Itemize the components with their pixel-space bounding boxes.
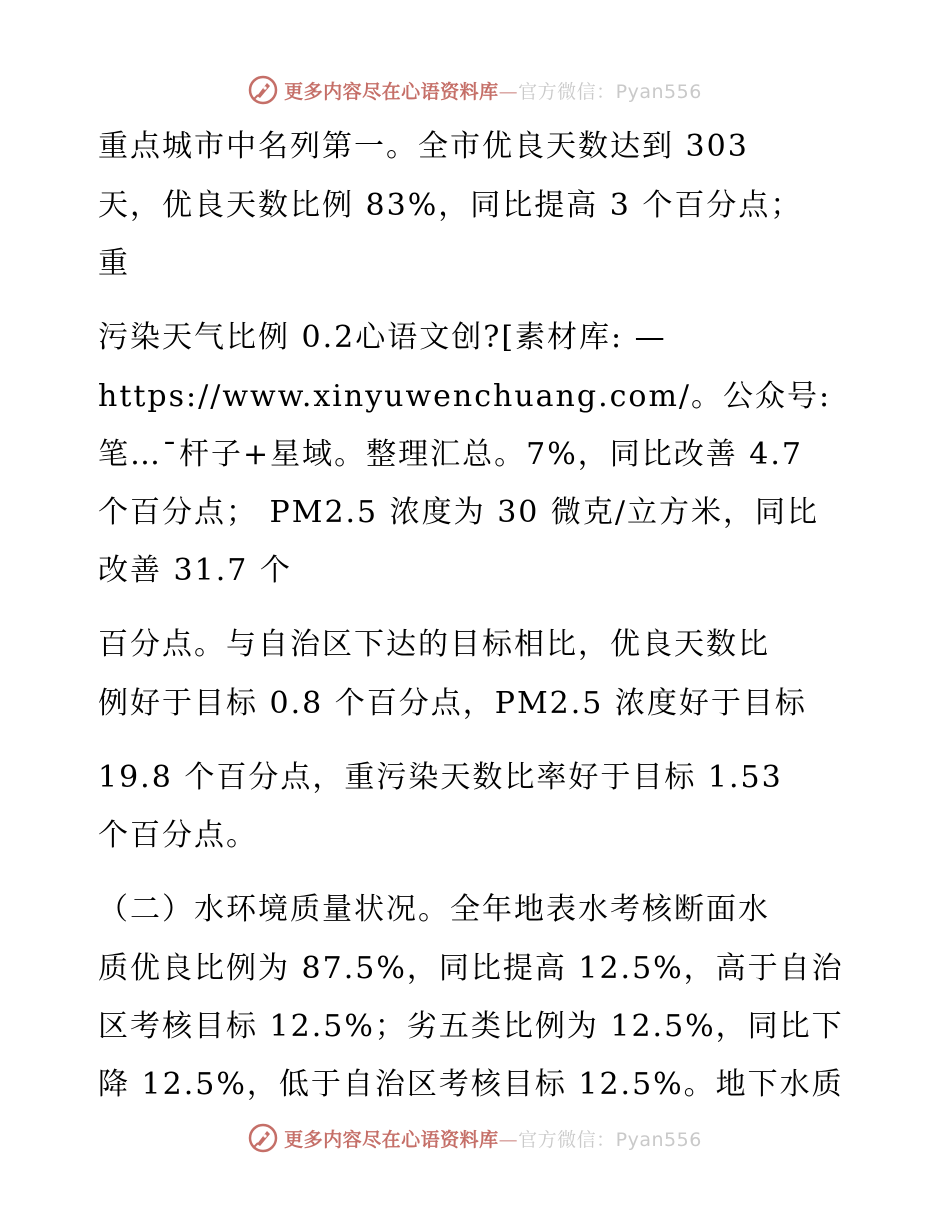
body-line: 改善 31.7 个 — [98, 553, 292, 588]
body-line: 19.8 个百分点，重污染天数比率好于目标 1.53 — [98, 760, 783, 795]
body-line: 重点城市中名列第一。全市优良天数达到 303 — [98, 129, 749, 164]
banner-text: 更多内容尽在心语资料库—官方微信：Pyan556 — [284, 80, 702, 103]
body-line: （二）水环境质量状况。全年地表水考核断面水 — [98, 892, 770, 927]
banner-text: 更多内容尽在心语资料库—官方微信：Pyan556 — [284, 1128, 702, 1151]
body-line: 个百分点。 — [98, 818, 258, 853]
pen-nib-logo-icon — [248, 1123, 278, 1153]
footer-banner — [0, 1118, 950, 1158]
body-line: 个百分点； PM2.5 浓度为 30 微克/立方米，同比 — [98, 495, 820, 530]
body-line: 降 12.5%，低于自治区考核目标 12.5%。地下水质 — [98, 1067, 844, 1102]
body-line: 污染天气比例 0.2心语文创?[素材库: — — [98, 320, 667, 355]
body-line: 笔…¯杆子+星域。整理汇总。7%，同比改善 4.7 — [98, 437, 803, 472]
body-line: 百分点。与自治区下达的目标相比，优良天数比 — [98, 627, 770, 662]
body-line: 例好于目标 0.8 个百分点，PM2.5 浓度好于目标 — [98, 686, 807, 721]
body-line: 重 — [98, 246, 130, 281]
body-line: 区考核目标 12.5%；劣五类比例为 12.5%，同比下 — [98, 1009, 844, 1044]
body-line: 质优良比例为 87.5%，同比提高 12.5%，高于自治 — [98, 951, 844, 986]
body-line: https://www.xinyuwenchuang.com/。公众号: — [98, 379, 832, 414]
body-line: 天，优良天数比例 83%，同比提高 3 个百分点； — [98, 188, 803, 223]
